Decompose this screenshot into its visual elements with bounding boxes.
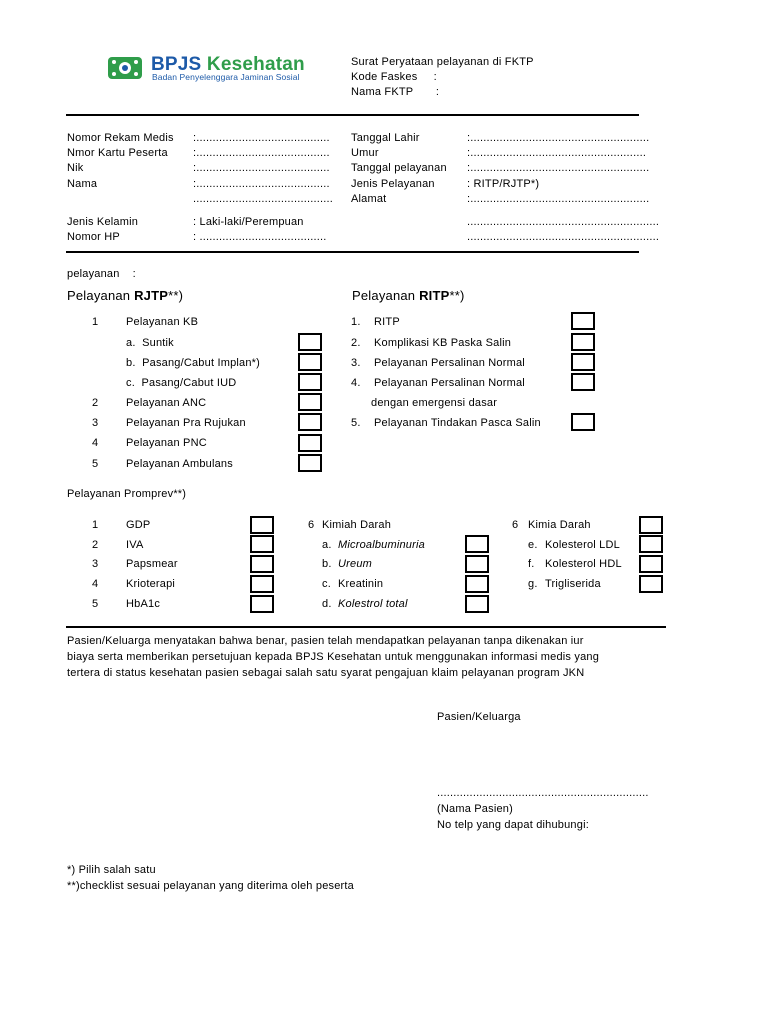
promprev-item-hba1c: HbA1c xyxy=(126,598,161,610)
signature-phone: No telp yang dapat dihubungi: xyxy=(437,819,589,831)
field-label-kartu-peserta: Nmor Kartu Peserta xyxy=(67,147,168,159)
bpjs-logo xyxy=(107,55,327,83)
promprev-col3-letter-e: e. xyxy=(528,539,538,551)
promprev-checkbox-papsmear[interactable] xyxy=(250,555,274,573)
rjtp-item-kb: Pelayanan KB xyxy=(126,316,199,328)
field-label-nomor-hp: Nomor HP xyxy=(67,231,120,243)
pelayanan-label: pelayanan : xyxy=(67,268,136,280)
footnote-1: *) Pilih salah satu xyxy=(67,864,156,876)
rjtp-num-3: 3 xyxy=(92,417,99,429)
field-value-kartu-peserta[interactable]: :......................................... xyxy=(193,147,330,159)
signature-role: Pasien/Keluarga xyxy=(437,711,521,723)
kode-faskes-label: Kode Faskes : xyxy=(351,71,437,83)
divider-statement xyxy=(66,626,666,628)
ritp-item-komplikasi: Komplikasi KB Paska Salin xyxy=(374,337,512,349)
promprev-checkbox-iva[interactable] xyxy=(250,535,274,553)
promprev-col3-heading: Kimia Darah xyxy=(528,519,591,531)
promprev-item-microalbuminuria: Microalbuminuria xyxy=(338,539,425,551)
promprev-item-papsmear: Papsmear xyxy=(126,558,178,570)
field-label-rekam-medis: Nomor Rekam Medis xyxy=(67,132,174,144)
rjtp-checkbox-pra-rujukan[interactable] xyxy=(298,413,322,431)
promprev-col2-num: 6 xyxy=(308,519,315,531)
promprev-col2-letter-d: d. xyxy=(322,598,332,610)
rjtp-item-pra-rujukan: Pelayanan Pra Rujukan xyxy=(126,417,246,429)
rjtp-num-4: 4 xyxy=(92,437,99,449)
ritp-checkbox-komplikasi[interactable] xyxy=(571,333,595,351)
field-value-alamat[interactable]: :....................................................... xyxy=(467,193,650,205)
promprev-col3-letter-f: f. xyxy=(528,558,535,570)
rjtp-num-2: 2 xyxy=(92,397,99,409)
promprev-item-gdp: GDP xyxy=(126,519,151,531)
signature-line[interactable]: ................................................................. xyxy=(437,787,649,799)
promprev-item-ureum: Ureum xyxy=(338,558,373,570)
promprev-item-iva: IVA xyxy=(126,539,144,551)
rjtp-item-suntik: a. Suntik xyxy=(126,337,174,349)
bpjs-logo-icon xyxy=(107,56,143,80)
ritp-item-persalinan-emergensi: Pelayanan Persalinan Normal xyxy=(374,377,525,389)
field-value-umur[interactable]: :...................................................... xyxy=(467,147,647,159)
rjtp-heading-suffix: **) xyxy=(168,288,184,303)
promprev-checkbox-ureum[interactable] xyxy=(465,555,489,573)
ritp-checkbox-persalinan-emergensi[interactable] xyxy=(571,373,595,391)
promprev-item-krioterapi: Krioterapi xyxy=(126,578,176,590)
ritp-heading-suffix: **) xyxy=(449,288,465,303)
ritp-num-4: 4. xyxy=(351,377,361,389)
logo-name-bpjs: BPJS xyxy=(151,54,202,75)
ritp-num-5: 5. xyxy=(351,417,361,429)
ritp-num-3: 3. xyxy=(351,357,361,369)
rjtp-item-implan: b. Pasang/Cabut Implan*) xyxy=(126,357,261,369)
promprev-col2-heading: Kimiah Darah xyxy=(322,519,392,531)
statement-line-2: biaya serta memberikan persetujuan kepada BPJS Kesehatan untuk menggunakan informasi medis yang xyxy=(67,651,600,663)
footnote-2: **)checklist sesuai pelayanan yang diterima oleh peserta xyxy=(67,880,354,892)
promprev-num-3: 3 xyxy=(92,558,99,570)
ritp-heading-prefix: Pelayanan xyxy=(352,288,420,303)
statement-line-1: Pasien/Keluarga menyatakan bahwa benar, pasien telah mendapatkan pelayanan tanpa dikenakan iur xyxy=(67,635,584,647)
promprev-num-2: 2 xyxy=(92,539,99,551)
promprev-checkbox-hba1c[interactable] xyxy=(250,595,274,613)
logo-name-kesehatan: Kesehatan xyxy=(206,54,305,75)
promprev-item-kolestrol-total: Kolestrol total xyxy=(338,598,408,610)
promprev-col2-letter-b: b. xyxy=(322,558,332,570)
field-value-nomor-hp[interactable]: : ....................................... xyxy=(193,231,327,243)
alamat-line-1[interactable]: ........................................................... xyxy=(467,216,660,228)
ritp-item-pasca-salin: Pelayanan Tindakan Pasca Salin xyxy=(374,417,541,429)
rjtp-checkbox-implan[interactable] xyxy=(298,353,322,371)
promprev-checkbox-ldl[interactable] xyxy=(639,535,663,553)
rjtp-item-pnc: Pelayanan PNC xyxy=(126,437,207,449)
field-label-alamat: Alamat xyxy=(351,193,387,205)
ritp-item-persalinan: Pelayanan Persalinan Normal xyxy=(374,357,525,369)
statement-line-3: tertera di status kesehatan pasien sebagai salah satu syarat pengajuan klaim pelayanan program JKN xyxy=(67,667,585,679)
rjtp-num-5: 5 xyxy=(92,458,99,470)
rjtp-heading xyxy=(67,288,183,303)
field-value-tanggal-pelayanan[interactable]: :....................................................... xyxy=(467,162,650,174)
rjtp-heading-bold: RJTP xyxy=(134,288,169,303)
logo-subtitle: Badan Penyelenggara Jaminan Sosial xyxy=(152,72,300,82)
field-value-nik[interactable]: :......................................... xyxy=(193,162,330,174)
ritp-heading-bold: RITP xyxy=(419,288,450,303)
ritp-num-2: 2. xyxy=(351,337,361,349)
field-value-nama[interactable]: :......................................... xyxy=(193,178,330,190)
field-label-tanggal-lahir: Tanggal Lahir xyxy=(351,132,420,144)
promprev-checkbox-hdl[interactable] xyxy=(639,555,663,573)
field-label-nama: Nama xyxy=(67,178,98,190)
divider-fields xyxy=(66,251,639,253)
promprev-item-trigliserida: Trigliserida xyxy=(545,578,601,590)
ritp-checkbox-persalinan[interactable] xyxy=(571,353,595,371)
promprev-col2-letter-c: c. xyxy=(322,578,331,590)
promprev-checkbox-kimia-darah[interactable] xyxy=(639,516,663,534)
promprev-num-4: 4 xyxy=(92,578,99,590)
rjtp-item-anc: Pelayanan ANC xyxy=(126,397,207,409)
form-title: Surat Peryataan pelayanan di FKTP xyxy=(351,56,534,68)
rjtp-heading-prefix: Pelayanan xyxy=(67,288,135,303)
promprev-checkbox-krioterapi[interactable] xyxy=(250,575,274,593)
rjtp-item-ambulans: Pelayanan Ambulans xyxy=(126,458,233,470)
field-value-jenis-pelayanan[interactable]: : RITP/RJTP*) xyxy=(467,178,540,190)
promprev-item-ldl: Kolesterol LDL xyxy=(545,539,620,551)
field-label-nik: Nik xyxy=(67,162,84,174)
divider-top xyxy=(66,114,639,116)
promprev-num-5: 5 xyxy=(92,598,99,610)
field-label-tanggal-pelayanan: Tanggal pelayanan xyxy=(351,162,447,174)
promprev-col2-letter-a: a. xyxy=(322,539,332,551)
field-label-jenis-pelayanan: Jenis Pelayanan xyxy=(351,178,435,190)
promprev-checkbox-gdp[interactable] xyxy=(250,516,274,534)
ritp-item-ritp: RITP xyxy=(374,316,400,328)
promprev-heading: Pelayanan Promprev**) xyxy=(67,488,187,500)
field-label-jenis-kelamin: Jenis Kelamin xyxy=(67,216,139,228)
field-label-umur: Umur xyxy=(351,147,379,159)
promprev-checkbox-kreatinin[interactable] xyxy=(465,575,489,593)
ritp-checkbox-ritp[interactable] xyxy=(571,312,595,330)
field-value-jenis-kelamin[interactable]: : Laki-laki/Perempuan xyxy=(193,216,304,228)
rjtp-checkbox-anc[interactable] xyxy=(298,393,322,411)
promprev-item-kreatinin: Kreatinin xyxy=(338,578,384,590)
promprev-checkbox-microalbuminuria[interactable] xyxy=(465,535,489,553)
promprev-col3-letter-g: g. xyxy=(528,578,538,590)
ritp-num-1: 1. xyxy=(351,316,361,328)
rjtp-checkbox-suntik[interactable] xyxy=(298,333,322,351)
nama-fktp-label: Nama FKTP : xyxy=(351,86,440,98)
ritp-checkbox-pasca-salin[interactable] xyxy=(571,413,595,431)
field-value-nama-cont[interactable]: ........................................... xyxy=(193,193,334,205)
promprev-item-hdl: Kolesterol HDL xyxy=(545,558,622,570)
rjtp-item-iud: c. Pasang/Cabut IUD xyxy=(126,377,237,389)
promprev-checkbox-kolestrol-total[interactable] xyxy=(465,595,489,613)
ritp-item-persalinan-emergensi-cont: dengan emergensi dasar xyxy=(371,397,498,409)
field-value-rekam-medis[interactable]: :......................................... xyxy=(193,132,330,144)
field-value-tanggal-lahir[interactable]: :....................................................... xyxy=(467,132,650,144)
rjtp-checkbox-ambulans[interactable] xyxy=(298,454,322,472)
signature-name: (Nama Pasien) xyxy=(437,803,513,815)
ritp-heading xyxy=(352,288,465,303)
rjtp-checkbox-pnc[interactable] xyxy=(298,434,322,452)
promprev-num-1: 1 xyxy=(92,519,99,531)
promprev-col3-num: 6 xyxy=(512,519,519,531)
rjtp-checkbox-iud[interactable] xyxy=(298,373,322,391)
promprev-checkbox-trigliserida[interactable] xyxy=(639,575,663,593)
alamat-line-2[interactable]: ........................................................... xyxy=(467,231,660,243)
rjtp-num-1: 1 xyxy=(92,316,99,328)
